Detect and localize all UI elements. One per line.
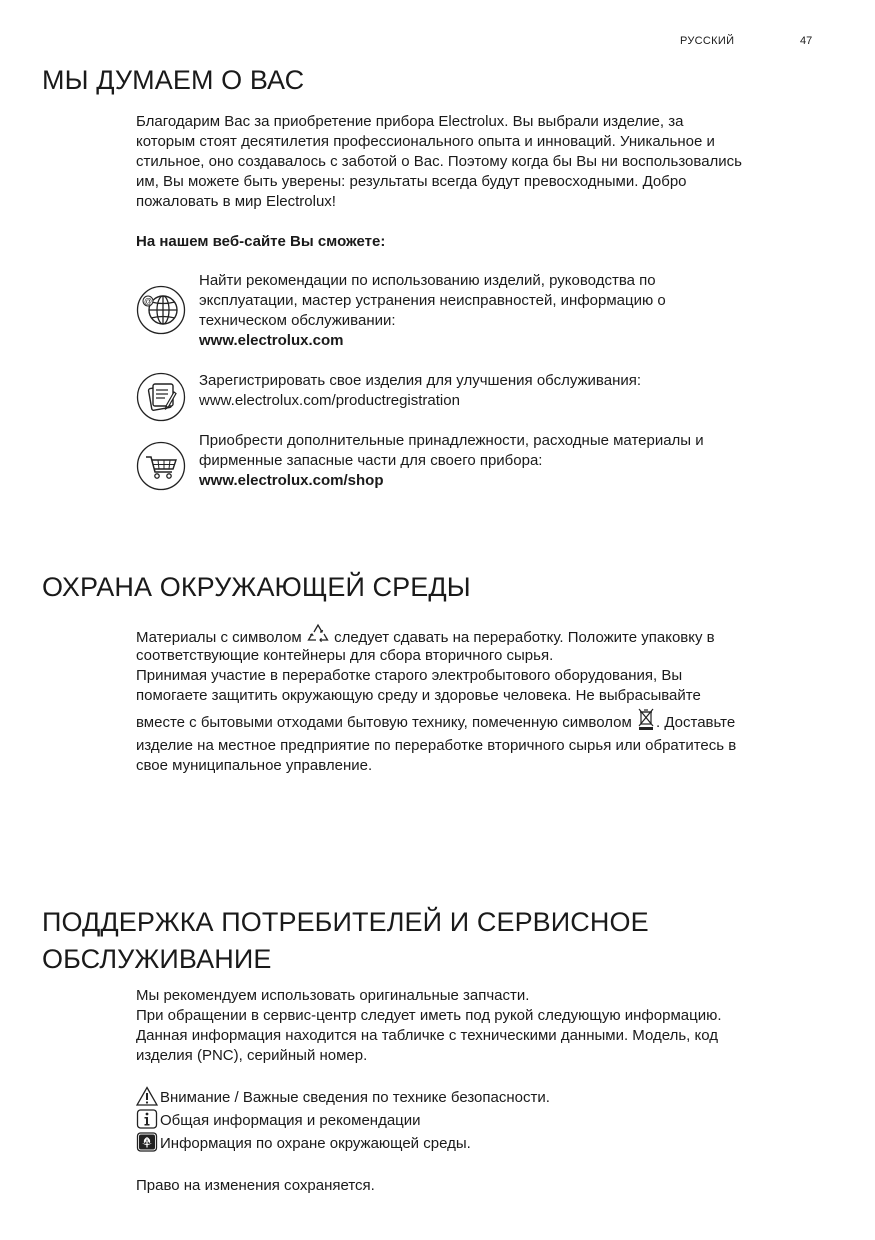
support-line: При обращении в сервис-центр следует иметь под рукой следующую информацию. — [136, 1007, 722, 1024]
intro-line: Благодарим Вас за приобретение прибора Electrolux. Вы выбрали изделие, за — [136, 113, 684, 130]
support-line: Данная информация находится на табличке с техническими данными. Модель, код — [136, 1027, 718, 1044]
intro-line: пожаловать в мир Electrolux! — [136, 193, 336, 210]
shop-link[interactable]: www.electrolux.com/shop — [199, 472, 384, 489]
section-title-environment: ОХРАНА ОКРУЖАЮЩЕЙ СРЕДЫ — [42, 572, 471, 602]
section-title-about-us: МЫ ДУМАЕМ О ВАС — [42, 65, 305, 95]
website-heading: На нашем веб-сайте Вы сможете: — [136, 233, 386, 250]
header-language: РУССКИЙ — [680, 35, 735, 47]
svg-text:@: @ — [143, 297, 153, 306]
support-line: Мы рекомендуем использовать оригинальные запчасти. — [136, 987, 530, 1004]
shopping-cart-icon — [136, 441, 186, 491]
legend-info: Общая информация и рекомендации — [136, 1109, 826, 1132]
env-line: . Доставьте — [655, 714, 736, 731]
item-line: эксплуатации, мастер устранения неисправностей, информацию о — [199, 292, 666, 309]
environment-paragraph — [136, 622, 826, 776]
warning-icon — [136, 1086, 158, 1106]
symbol-legend — [136, 1086, 826, 1155]
item-line: фирменные запасные части для своего прибора: — [199, 452, 543, 469]
intro-line: которым стоят десятилетия профессионального опыта и инноваций. Уникальное и — [136, 133, 715, 150]
footer-note: Право на изменения сохраняется. — [136, 1177, 375, 1194]
item-line: Зарегистрировать свое изделия для улучшения обслуживания: — [199, 372, 642, 389]
item-line: Приобрести дополнительные принадлежности, расходные материалы и — [199, 432, 704, 449]
page-number: 47 — [800, 35, 813, 47]
globe-icon — [136, 285, 186, 335]
info-icon — [136, 1109, 158, 1129]
support-paragraph — [136, 986, 826, 1066]
env-line: помогаете защитить окружающую среду и здоровье человека. Не выбрасывайте — [136, 687, 701, 704]
intro-line: стильное, оно создавалось с заботой о Вас. Поэтому когда бы Вы ни воспользовались — [136, 153, 742, 170]
intro-line: им, Вы можете быть уверены: результаты всегда будут превосходными. Добро — [136, 173, 687, 190]
registration-icon — [136, 372, 186, 422]
env-line: следует сдавать на переработку. Положите упаковку в — [334, 629, 715, 646]
support-link[interactable]: www.electrolux.com — [199, 332, 344, 349]
website-item-registration — [199, 371, 819, 411]
item-line: техническом обслуживании: — [199, 312, 396, 329]
env-line: свое муниципальное управление. — [136, 757, 373, 774]
support-title-line: ОБСЛУЖИВАНИЕ — [42, 944, 272, 974]
env-line: соответствующие контейнеры для сбора вторичного сырья. — [136, 647, 554, 664]
env-line: вместе с бытовыми отходами бытовую технику, помеченную символом — [136, 714, 632, 731]
item-line: Найти рекомендации по использованию изделий, руководства по — [199, 272, 656, 289]
legend-environment: Информация по охране окружающей среды. — [136, 1132, 826, 1155]
env-line: Материалы с символом — [136, 629, 302, 646]
env-line: Принимая участие в переработке старого электробытового оборудования, Вы — [136, 667, 683, 684]
intro-paragraph — [136, 112, 826, 212]
website-item-shop — [199, 431, 819, 491]
legend-warning: Внимание / Важные сведения по технике безопасности. — [136, 1086, 826, 1109]
website-item-support — [199, 271, 819, 351]
registration-link[interactable]: www.electrolux.com/productregistration — [199, 392, 460, 409]
section-title-support — [42, 904, 649, 978]
support-title-line: ПОДДЕРЖКА ПОТРЕБИТЕЛЕЙ И СЕРВИСНОЕ — [42, 907, 649, 937]
support-line: изделия (PNC), серийный номер. — [136, 1047, 368, 1064]
env-line: изделие на местное предприятие по переработке вторичного сырья или обратитесь в — [136, 737, 737, 754]
environment-icon — [136, 1132, 158, 1152]
